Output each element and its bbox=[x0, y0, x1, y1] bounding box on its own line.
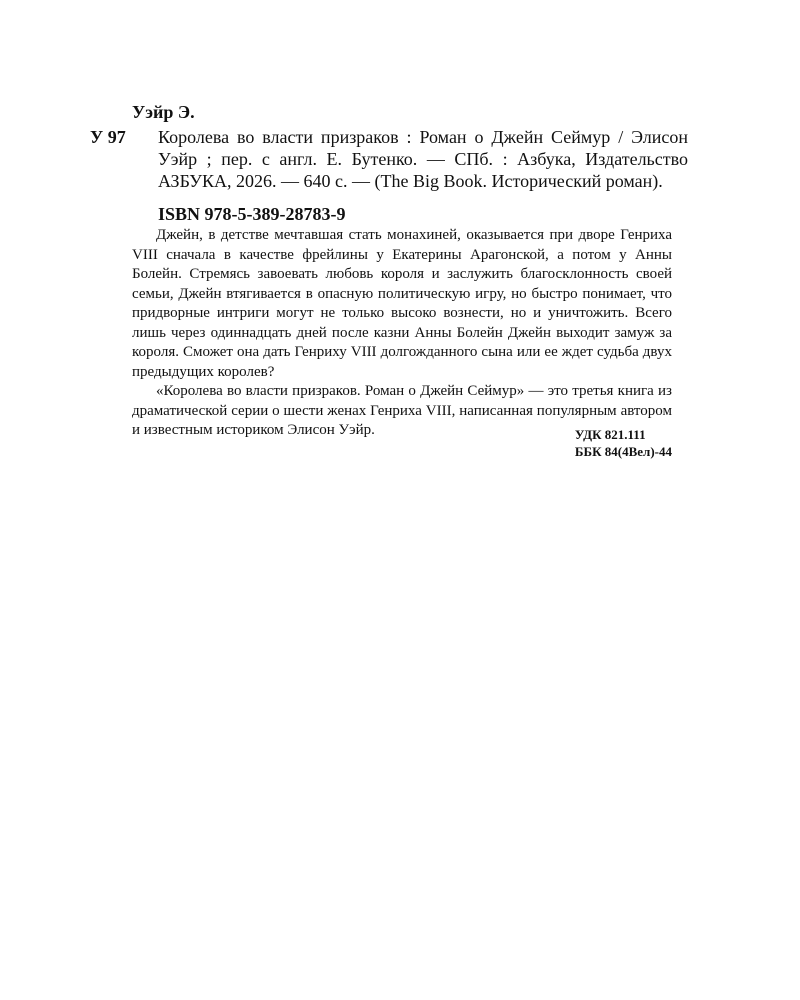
annotation-paragraph: Джейн, в детстве мечтавшая стать монахиней, оказывается при дворе Генриха VIII сначала в качестве фрейлины у Екатерины Арагонской, а потом у Анны Болейн. Стремясь завоевать любовь короля и заслужить благосклонность своей семьи, Джейн втягивается в опасную политическую игру, но быстро понимает, что придворные интриги могут не только высоко вознести, но и уничтожить. Всего лишь через одиннадцать дней после казни Анны Болейн Джейн выходит замуж за короля. Сможет она дать Генриху VIII долгожданного сына или ее ждет судьба двух предыдущих королев? bbox=[132, 227, 672, 380]
udc-code: УДК 821.111 bbox=[574, 427, 646, 442]
annotation-paragraph: «Королева во власти призраков. Роман о Джейн Сеймур» — это третья книга из драматической серии о шести женах Генриха VIII, написанная популярным автором и известным историком Элисон Уэйр. bbox=[132, 383, 672, 438]
cutter-code: У 97 bbox=[90, 127, 126, 147]
isbn-line: ISBN 978-5-389-28783-9 bbox=[158, 204, 346, 224]
bibliographic-description: Королева во власти призраков : Роман о Джейн Сеймур / Элисон Уэйр ; пер. с англ. Е. Бутенко. — СПб. : Азбука, Издательство АЗБУКА, 2026. — 640 с. — (The Big Book. Исторический роман). bbox=[158, 127, 688, 191]
author-heading: Уэйр Э. bbox=[132, 102, 195, 122]
classification-codes bbox=[575, 426, 672, 460]
bbk-code: ББК 84(4Вел)-44 bbox=[574, 444, 672, 459]
annotation bbox=[132, 226, 672, 441]
